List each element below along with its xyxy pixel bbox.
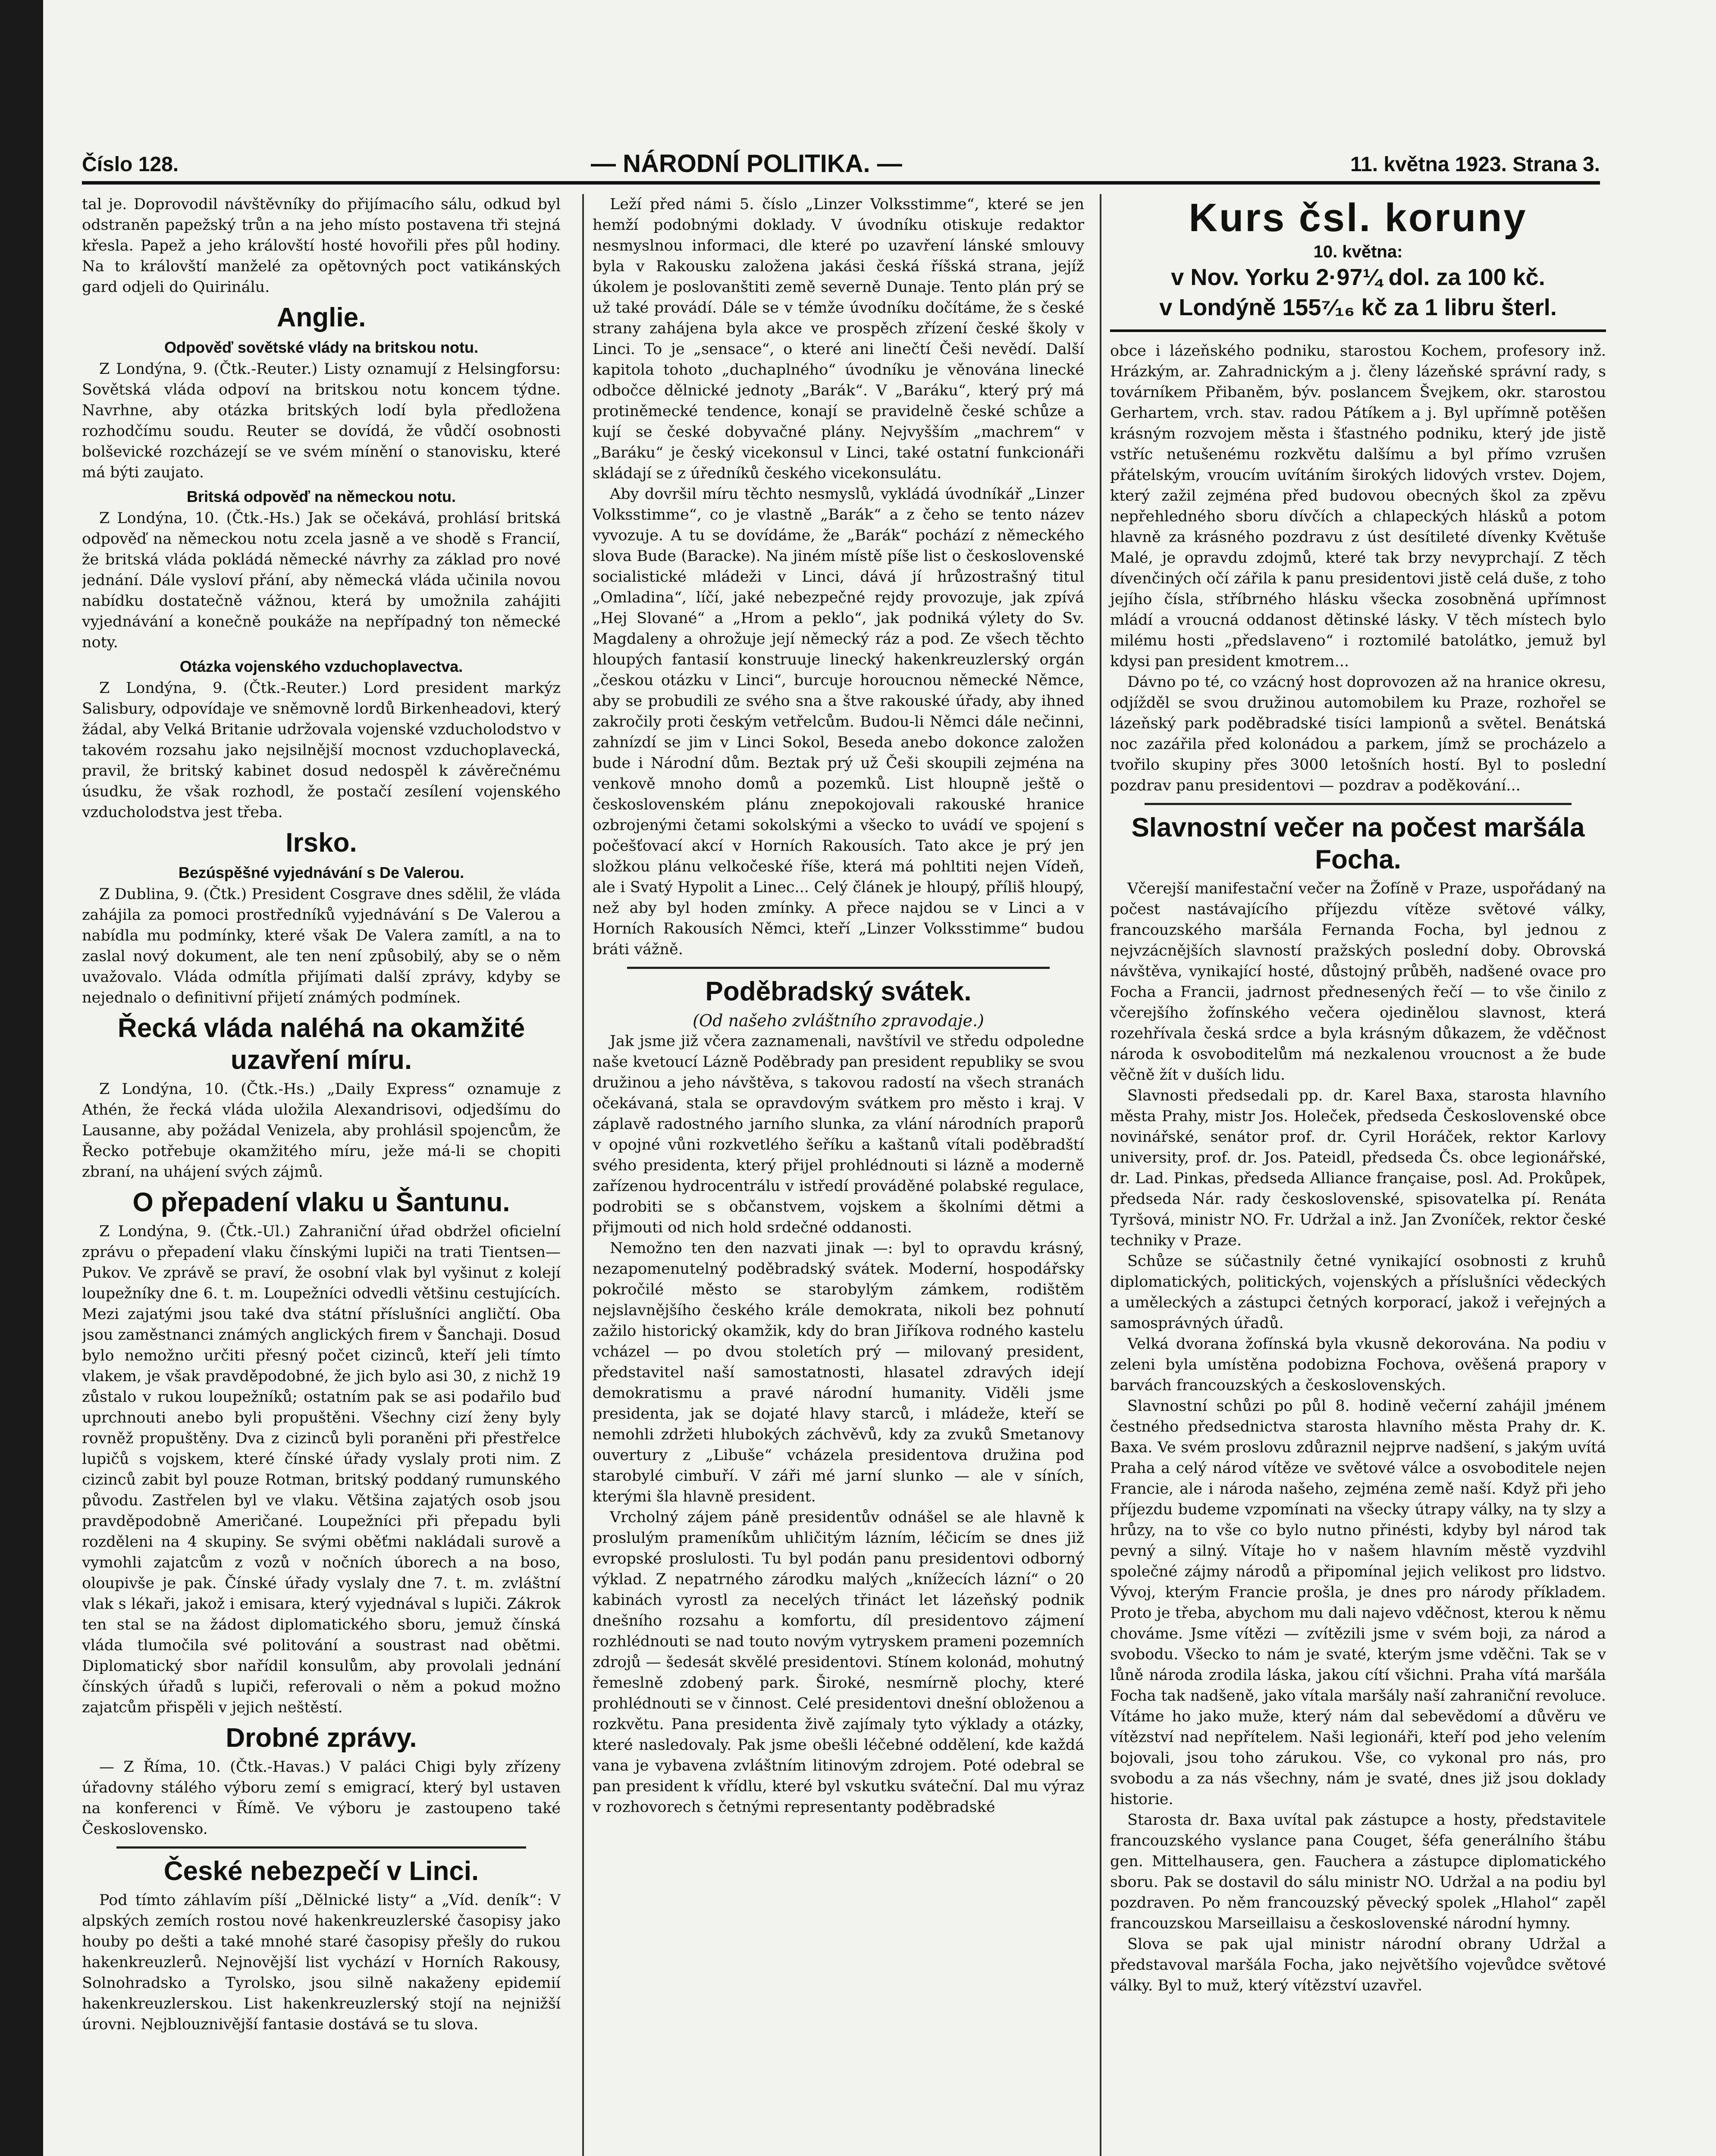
rate-london: v Londýně 155⁷⁄₁₆ kč za 1 libru šterl. xyxy=(1159,295,1557,320)
correspondent-note: (Od našeho zvláštního zpravodaje.) xyxy=(693,1011,984,1030)
column-2 xyxy=(582,194,1084,2156)
headline-recko: Řecká vláda naléhá na okamžité uzavření míru. xyxy=(117,1013,525,1075)
subheadline: Bezúspěšné vyjednávání s De Valerou. xyxy=(178,864,464,881)
article-text: Z Londýna, 9. (Čtk.-Reuter.) Lord president markýz Salisbury, odpovídaje ve sněmovně lordů Birkenheadovi, který žádal, aby Velká Britanie udržovala vojenské vzducholodstvo v takovém rozsahu jako nejsilnější mocnost vzduchoplavecká, pravil, že britský kabinet dosud nedospěl k závěrečnému úsudku, že však rozhodl, že postačí zesílení vojenského vzducholodstva jest třeba. xyxy=(82,680,561,821)
scan-dark-edge xyxy=(0,0,43,2156)
subheadline: Odpověď sovětské vlády na britskou notu. xyxy=(164,338,479,356)
subheadline: Britská odpověď na německou notu. xyxy=(187,488,456,505)
article-text: Nemožno ten den nazvati jinak —: byl to opravdu krásný, nezapomenutelný poděbradský svátek. Moderní, hospodářsky pokročilé město se starobylým zámkem, rodištěm nejslavnějšího českého krále demokrata, nikoli bez pohnutí zažilo historický okamžik, kdy do bran Jiříkova rodného kastelu vcházel — po dvou stoletích prý — milovaný president, představitel naší samostatnosti, hlasatel zdravých idejí demokratismu a pravé národní humanity. Viděli jsme presidenta, jak se dojaté hlavy starců, i mládeže, kteří se nemohli zdržeti hlubokých záchvěvů, kdy za zvuků Smetanovy ouvertury z „Libuše“ vcházela presidentova družina pod starobylé cimbuří. V záři mé jarní slunko — ale v síních, kterými šla hlavně president. xyxy=(593,1240,1084,1505)
divider xyxy=(116,1846,526,1849)
newspaper-page xyxy=(82,147,1606,2156)
article-text: Schůze se súčastnily četné vynikající osobnosti z kruhů diplomatických, politických, vojenských a příslušníci vědeckých a uměleckých a zástupci četných korporací, jakož i veřejných a samosprávných úřadů. xyxy=(1110,1253,1606,1332)
subheadline: Otázka vojenského vzduchoplavectva. xyxy=(179,658,463,675)
article-text: Slova se pak ujal ministr národní obrany Udržal a představoval maršála Focha, jako největšího vojevůdce světové války. Byl to muž, který vítězství uzavřel. xyxy=(1110,1936,1606,1994)
article-text: Z Londýna, 9. (Čtk.-Reuter.) Listy oznamují z Helsingforsu: Sovětská vláda odpoví na britskou notu koncem týdne. Navrhne, aby otázka britských lodí byla předložena rozhodčímu soudu. Reuter se dovídá, že vůdčí osobnosti bolševické rozcházejí se ve svém mínění o stanovisku, které má býti zaujato. xyxy=(82,360,561,481)
headline-podebrady: Poděbradský svátek. xyxy=(705,977,972,1006)
headline-santun: O přepadení vlaku u Šantunu. xyxy=(132,1188,510,1217)
article-text: Slavnosti předsedali pp. dr. Karel Baxa, starosta hlavního města Prahy, mistr Jos. Holeček, předseda Československé obce novinářské, senátor prof. dr. Cyril Horáček, rektor Karlovy university, prof. dr. Jos. Pateidl, předseda Čs. obce legionářské, dr. Lad. Pinkas, předseda Alliance française, posl. Ad. Prokůpek, předseda Nár. rady československé, spisovatelka pí. Renáta Tyršová, ministr NO. Fr. Udržal a inž. Jan Zvoníček, rektor české techniky v Praze. xyxy=(1110,1087,1606,1249)
article-text: obce i lázeňského podniku, starostou Kochem, profesory inž. Hrázkým, ar. Zahradnickým a j. členy lázeňské správní rady, s továrníkem Přibaněm, býv. poslancem Švejkem, okr. starostou Gerhartem, vrch. stav. radou Pátíkem a j. Byl upřímně potěšen krásným rozvojem města i šťastného podniku, který jde jistě vstříc netušenému rozkvětu dalšímu a byl přímo vzrušen přátelským, vroucím uvítáním širokých lidových vrstev. Dojem, který zažil zejména před budovou obecných škol za zpěvu nepřehledného sboru dívčích a chlapeckých hlásků a potom hlavně za krásného pozdravu z úst desítileté dívenky Květuše Malé, je opravdu zdojmů, které tak brzy nevyprchají. Z těch dívenčiných očí zářila k panu presidentovi jistě celá duše, z toho jejího čísla, stříbrného hlásku všecka zosobněná upřímnost mládí a vroucná oddanost dětinské lásky. V těch místech bylo milému hosti „předslaveno“ i roztomilé batolátko, jemuž byl kdysi pan president kmotrem... xyxy=(1110,342,1606,670)
exchange-title: Kurs čsl. koruny xyxy=(1189,196,1528,240)
article-text: tal je. Doprovodil návštěvníky do přijímacího sálu, odkud byl odstraněn papežský trůn a na jeho místo postavena tři stejná křesla. Papež a jeho královští hosté hovořili přes půl hodiny. Na to královští manželé za opětovných poct vatikánských gard odjeli do Quirinálu. xyxy=(82,196,561,296)
article-text: Vrcholný zájem páně presidentův odnášel se ale hlavně k proslulým prameníkům uhličitým lázním, léčicím se dnes již evropské proslulosti. Tu byl podán panu presidentovi odborný výklad. Z nepatrného zárodku malých „knížecích lázní“ o 20 kabinách vyrostl za necelých třináct let lázeňský podnik dnešního rozsahu a komfortu, díl presidentovo zájmení rozhlédnouti se nad touto novým vytryskem prameni pozemních zdrojů — šedesát skvělé presidentovi. Stínem kolonád, mohutný řemeslně zdobený park. Široké, nesmírně plochy, které prohlédnouti se v činnost. Celé presidentovi dnešní obloženou a rozkvětu. Pana presidenta živě zajímaly tyto výklady a otázky, které nasledovaly. Pak jsme obešli léčebné oddělení, kde každá vana je vybavena zvláštním litinovým zdrojem. Poté odebral se pan president k vřídlu, které byl vskutku sváteční. Dal mu výraz v rozhovorech s četnými representanty poděbradské xyxy=(593,1509,1084,1816)
headline-irsko: Irsko. xyxy=(285,828,357,858)
article-text: Z Dublina, 9. (Čtk.) President Cosgrave dnes sdělil, že vláda zahájila za pomoci prostředníků vyjednávání s De Valerou a nabídla mu podmínky, které však De Valera zamítl, a na to zaslal nový dokument, ale ten není způsobilý, aby se o něm uvažovalo. Vláda odmítla přijímati další zprávy, kdyby se nejednalo o definitivní přijetí známých podmínek. xyxy=(82,886,561,1006)
divider xyxy=(627,967,1050,969)
article-text: — Z Říma, 10. (Čtk.-Havas.) V paláci Chigi byly zřízeny úřadovny stálého výboru zemí s emigrací, který byl ustaven na konferenci v Římě. Ve výboru je zastoupeno také Československo. xyxy=(82,1758,561,1838)
exchange-date: 10. května: xyxy=(1313,242,1403,261)
article-text: Starosta dr. Baxa uvítal pak zástupce a hosty, představitele francouzského vyslance pana Couget, šéfa generálního štábu gen. Mittelhausera, gen. Fauchera a zástupce diplomatického sboru. Pak se dostavil do sálu ministr NO. Udržal a na podiu byl pozdraven. Po něm francouzský pěvecký spolek „Hlahol“ zapěl francouzskou Marseillaisu a československé národní hymny. xyxy=(1110,1811,1606,1932)
article-text: Pod tímto záhlavím píší „Dělnické listy“ a „Víd. deník“: V alpských zemích rostou nové hakenkreuzlerské časopisy jako houby po dešti a také mnohé staré časopisy přešly do rukou hakenkreuzlerů. Nejnovější list vychází v Horních Rakousy, Solnohradsko a Tyrolsko, jsou silně nakaženy epidemií hakenkreuzlerskou. List hakenkreuzlerský stojí na nejnižší úrovni. Nejblouznivější fantasie dostává se tu slova. xyxy=(82,1892,561,2033)
page-header xyxy=(82,147,1600,185)
article-text: Jak jsme již včera zaznamenali, navštívil ve středu odpoledne naše kvetoucí Lázně Poděbrady pan president republiky se svou družinou a jeho návštěva, s takovou radostí na všech stranách očekávaná, stala se opravdovým svátkem pro město i kraj. V záplavě radostného jarního slunka, za vlání národních praporů v opojné vůni rozkvetlého šeříku a kaštanů vítali poděbradští svého presidenta, který přijel prohlédnouti si lázně a moderně zařízenou hydrocentrálu v istředí prováděné polabské regulace, podrobiti se s občanstvem, vojskem a školními dětmi a přijmouti od nich hold srdečné oddanosti. xyxy=(593,1033,1084,1236)
article-text: Z Londýna, 10. (Čtk.-Hs.) „Daily Express“ oznamuje z Athén, že řecká vláda uložila Alexandrisovi, odjedšímu do Lausanne, aby požádal Venizela, aby prohlásil spojencům, že Řecko potřebuje okamžitého míru, ježe má-li se chopiti zbraní, na uhájení svých zájmů. xyxy=(82,1081,561,1181)
issue-number: Číslo 128. xyxy=(82,153,179,176)
article-text: Slavnostní schůzi po půl 8. hodině večerní zahájil jménem čestného předsednictva starosta hlavního města Prahy dr. K. Baxa. Ve svém proslovu zdůraznil nejprve nadšení, s jakým uvítá Praha a celý národ vítěze ve světové válce a osvoboditele nejen Francie, ale i národa našeho, zejména země naší. Když při jeho příjezdu budeme vzpomínati na všecky útrapy války, na ty slzy a hrůzy, na to vše co bylo nutno přinésti, kdyby byl národ tak pevný a silný. Vítaje ho v našem hlavním městě vyzdvihl společné zájmy národů a připomínal jejich velikost pro lidstvo. Vývoj, kterým Francie prošla, je dnes pro národy příkladem. Proto je třeba, abychom mu dali najevo vděčnost, kterou k němu chováme. Jsme vítězi — zvítězili jsme v svém boji, za národ a svobodu. Všecko to nám je svaté, kterým jsme vděčni. Tak se v lůně národa zrodila láska, jakou cítí všichni. Praha vítá maršála Focha tak nadšeně, jako vítala maršály naší zahraniční revoluce. Vítáme ho jako muže, který nám dal sebevědomí a důvěru ve vítězství nad nepřítelem. Naši legionáři, kteří pod jeho velením bojovali, jsou toho zárukou. Vše, co vykonal pro nás, pro svobodu a za nás všechny, nám je svaté, dnes již jsou doklady historie. xyxy=(1110,1398,1606,1808)
column-3 xyxy=(1100,194,1606,2156)
article-text: Z Londýna, 9. (Čtk.-Ul.) Zahraniční úřad obdržel oficielní zprávu o přepadení vlaku čínskými lupiči na trati Tientsen—Pukov. Ve zprávě se praví, že osobní vlak byl vyšinut z kolejí loupežníky dne 6. t. m. Loupežníci odvedli většinu cestujících. Mezi zajatými jsou také dva státní příslušníci angličtí. Oba jsou zaměstnanci známých anglických firem v Šanchaji. Dosud bylo nemožno určiti přesný počet cizinců, kteří jeli tímto vlakem, je však pravděpodobné, že jich bylo asi 30, z nichž 19 zůstalo v rukou loupežníků; ostatním pak se asi podařilo buď uprchnouti anebo byli propuštěni. Všechny cizí ženy byly rovněž propuštěny. Dva z cizinců byli poraněni při přestřelce lupičů s vojskem, které čínské úřady vyslaly proti nim. Z cizinců zabit byl pouze Rotman, britský poddaný rumunského původu. Zastřelen byl ve vlaku. Většina zajatých osob jsou pravděpodobně Američané. Loupežníci při přepadu byli rozděleni na 4 skupiny. Se svými oběťmi nakládali surově a vymohli zajatcům z vozů v nočních úborech a na boso, oloupivše je pak. Čínské úřady vyslaly dne 7. t. m. zvláštní vlak s lékaři, jakož i emisara, který vyjednával s lupiči. Zákrok ten stal se na žádost diplomatického sboru, jemuž čínská vláda tlumočila své politování a soustrast nad obětmi. Diplomatický sbor nařídil konsulům, aby provolali jednání čínských úřadů s lupiči, referovali o něm a pokud možno zajatcům přispěli v jejich neštěstí. xyxy=(82,1223,561,1716)
date-page: 11. května 1923. Strana 3. xyxy=(1350,153,1600,176)
article-text: Včerejší manifestační večer na Žofíně v Praze, uspořádaný na počest nastávajícího příjezdu vítěze světové války, francouzského maršála Fernanda Focha, byl jednou z nejvzácnějších slavností pražských poslední doby. Obrovská návštěva, vynikající hosté, důstojný průběh, nadšené ovace pro Focha a Francii, jadrnost přednesených řečí — to vše činilo z včerejšího žofínského večera ojedinělou slavnost, která rozehřívala česká srdce a byla krásným důkazem, že vděčnost národa k osvoboditelům má nezkalenou vroucnost a že bude věčně žít v duších lidu. xyxy=(1110,880,1606,1084)
headline-drobne: Drobné zprávy. xyxy=(226,1723,417,1753)
article-text: Leží před námi 5. číslo „Linzer Volksstimme“, které se jen hemží podobnými doklady. V úvodníku otiskuje redaktor nesmyslnou informaci, dle které po uzavření lánské smlouvy byla v Rakousku založena jakási česká říšská strana, jejíž úkolem je poslovanštiti země severně Dunaje. Tento plán prý se už také provádí. Dále se v témže úvodníku dočítáme, že s české strany zahájena byla akce ve prospěch zřízení české školy v Linci. To je „sensace“, o které ani linečtí Češi nevědí. Další kapitola tohoto „duchaplného“ úvodníku je věnována linecké odbočce dělnické jednoty „Barák“. V „Baráku“, který prý má protiněmecké tendence, konají se pravidelně české schůze a kují se české dobyvačné plány. Nejvyšším „machrem“ v „Baráku“ je český vicekonsul v Linci, také ostatní funkcionáři skládají se z úředníků českého vicekonsulátu. xyxy=(593,196,1084,482)
article-text: Z Londýna, 10. (Čtk.-Hs.) Jak se očekává, prohlásí britská odpověď na německou notu zcela jasně a ve shodě s Francií, že britská vláda pokládá německé návrhy za základ pro nové jednání. Dále vysloví přání, aby německá vláda učinila novou nabídku dostatečně vážnou, která by umožnila zahájiti vyjednávání a konečně poukáže na nepřípadný ton německé noty. xyxy=(82,510,561,651)
exchange-rate-box xyxy=(1110,194,1606,332)
article-text: Velká dvorana žofínská byla vkusně dekorována. Na podiu v zeleni byla umístěna podobizna Fochova, ověšená prapory v barvách francouzských a československých. xyxy=(1110,1335,1606,1394)
headline-linci: České nebezpečí v Linci. xyxy=(163,1856,479,1886)
headline-anglie: Anglie. xyxy=(276,303,366,332)
divider xyxy=(1145,803,1572,805)
headline-foch: Slavnostní večer na počest maršála Focha. xyxy=(1131,813,1585,874)
rate-new-york: v Nov. Yorku 2·97¼ dol. za 100 kč. xyxy=(1171,264,1545,290)
article-text: Dávno po té, co vzácný host doprovozen až na hranice okresu, odjížděl se svou družinou automobilem ku Praze, rozhořel se lázeňský park poděbradské tisíci lampionů a světel. Benátská noc zazářila před kolonádou a parkem, jímž se procházelo a tvořilo skupiny přes 3000 letošních hostí. Byl to poslední pozdrav panu presidentovi — pozdrav a poděkování... xyxy=(1110,674,1606,794)
column-1 xyxy=(82,194,561,2156)
masthead: — NÁRODNÍ POLITIKA. — xyxy=(591,150,902,178)
article-text: Aby dovršil míru těchto nesmyslů, vykládá úvodníkář „Linzer Volksstimme“, co je vlastně „Barák“ a z čeho se tento název vyvozuje. A tu se dovídáme, že „Barák“ pochází z německého slova Bude (Baracke). Na jiném místě píše list o československé socialistické mládeži v Linci, dává jí hrůzostrašný titul „Omladina“, líčí, jaké nebezpečné rejdy provozuje, jak zpívá „Hej Slované“ a „Hrom a peklo“, jak podniká výlety do Sv. Magdaleny a ohrožuje její německý ráz a pod. Ze všech těchto hloupých fantasií konstruuje linecký hakenkreuzlerský orgán „českou otázku v Linci“, burcuje horoucnou německé Němce, aby se probudili ze svého sna a štve rakouské úřady, aby ihned zakročily proti českým vetřelcům. Budou-li Němci dále nečinni, zahnízdí se jim v Linci Sokol, Beseda anebo dokonce založen bude i Národní dům. Beztak prý už Češi skoupili zejména na venkově mnoho domů a pozemků. List hloupně ještě o československém plánu znepokojovali rakouské hranice ozbrojenými četami sokolskými a všecko to uvádí ve spojení s počešťovací akcí v Horních Rakousích. Tato akce je prý jen složkou plánu velkočeské říše, která má pohltiti nejen Vídeň, ale i Svatý Hypolit a Linec... Celý článek je hloupý, příliš hloupý, než aby byl hoden zmínky. A přece najdou se v Linci a v Horních Rakousích Němci, kteří „Linzer Volksstimme“ budou bráti vážně. xyxy=(593,486,1084,958)
